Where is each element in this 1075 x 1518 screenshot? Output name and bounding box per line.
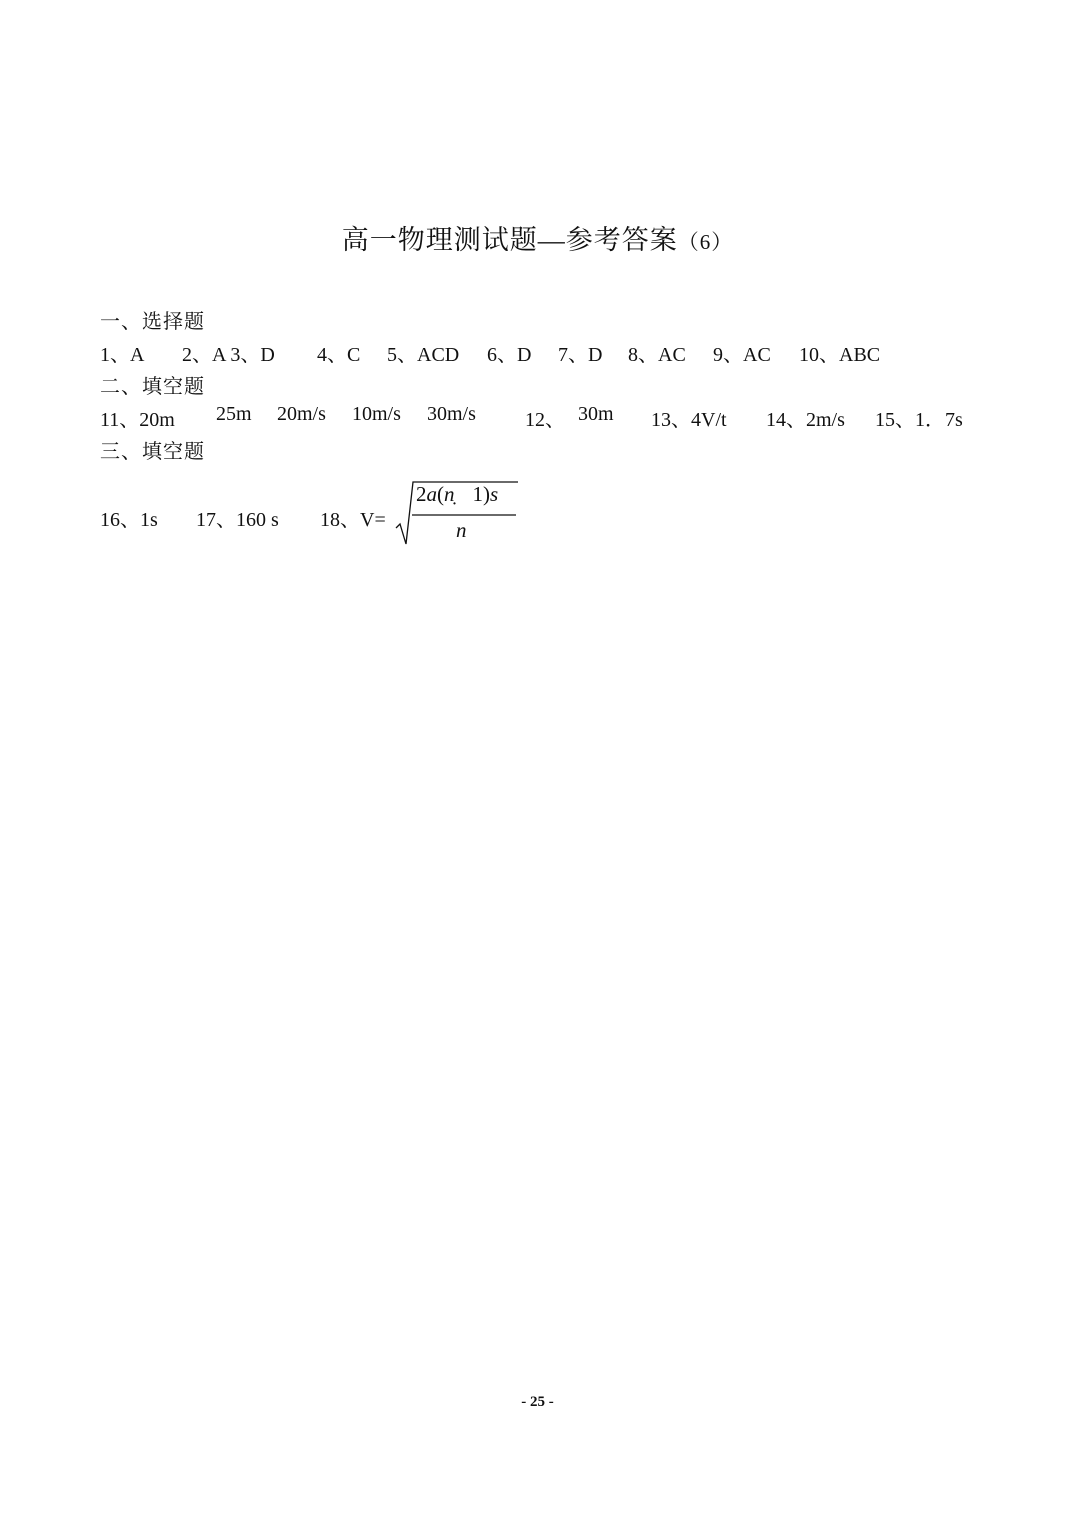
answer-item: 10m/s <box>352 403 401 425</box>
answer-item: 18、V= <box>320 509 386 531</box>
answer-item: 25m <box>216 403 252 425</box>
velocity-formula <box>394 478 524 550</box>
page-title <box>0 218 1075 257</box>
answer-item: 1、A <box>100 344 145 366</box>
answer-item: 8、AC <box>628 344 686 366</box>
answer-item: 20m/s <box>277 403 326 425</box>
answer-item: 15、1．7s <box>875 409 963 431</box>
section-heading-fill-2: 三、填空题 <box>100 441 205 463</box>
title-main: 高一物理测试题—参考答案 <box>341 225 678 255</box>
answer-item: 30m <box>578 403 614 425</box>
section-heading-fill: 二、填空题 <box>100 376 205 398</box>
section-heading-choice: 一、选择题 <box>100 311 205 333</box>
answer-item: 5、ACD <box>387 344 460 366</box>
answer-item: 7、D <box>558 344 603 366</box>
answer-item: 12、 <box>525 409 565 431</box>
title-paren: （6） <box>677 230 734 254</box>
answer-item: 30m/s <box>427 403 476 425</box>
answer-item: 2、A 3、D <box>182 344 275 366</box>
answer-item: 11、20m <box>100 409 175 431</box>
answer-item: 14、2m/s <box>766 409 845 431</box>
page-number: - 25 - <box>521 1394 554 1410</box>
answer-item: 6、D <box>487 344 532 366</box>
answer-item: 9、AC <box>713 344 771 366</box>
answer-item: 16、1s <box>100 509 158 531</box>
answer-item: 17、160 s <box>196 509 279 531</box>
answer-item: 10、ABC <box>799 344 881 366</box>
answer-item: 13、4V/t <box>651 409 727 431</box>
answer-item: 4、C <box>317 344 361 366</box>
formula-numerator: 2a(n 1)s <box>416 482 499 506</box>
formula-denominator: n <box>456 518 467 542</box>
